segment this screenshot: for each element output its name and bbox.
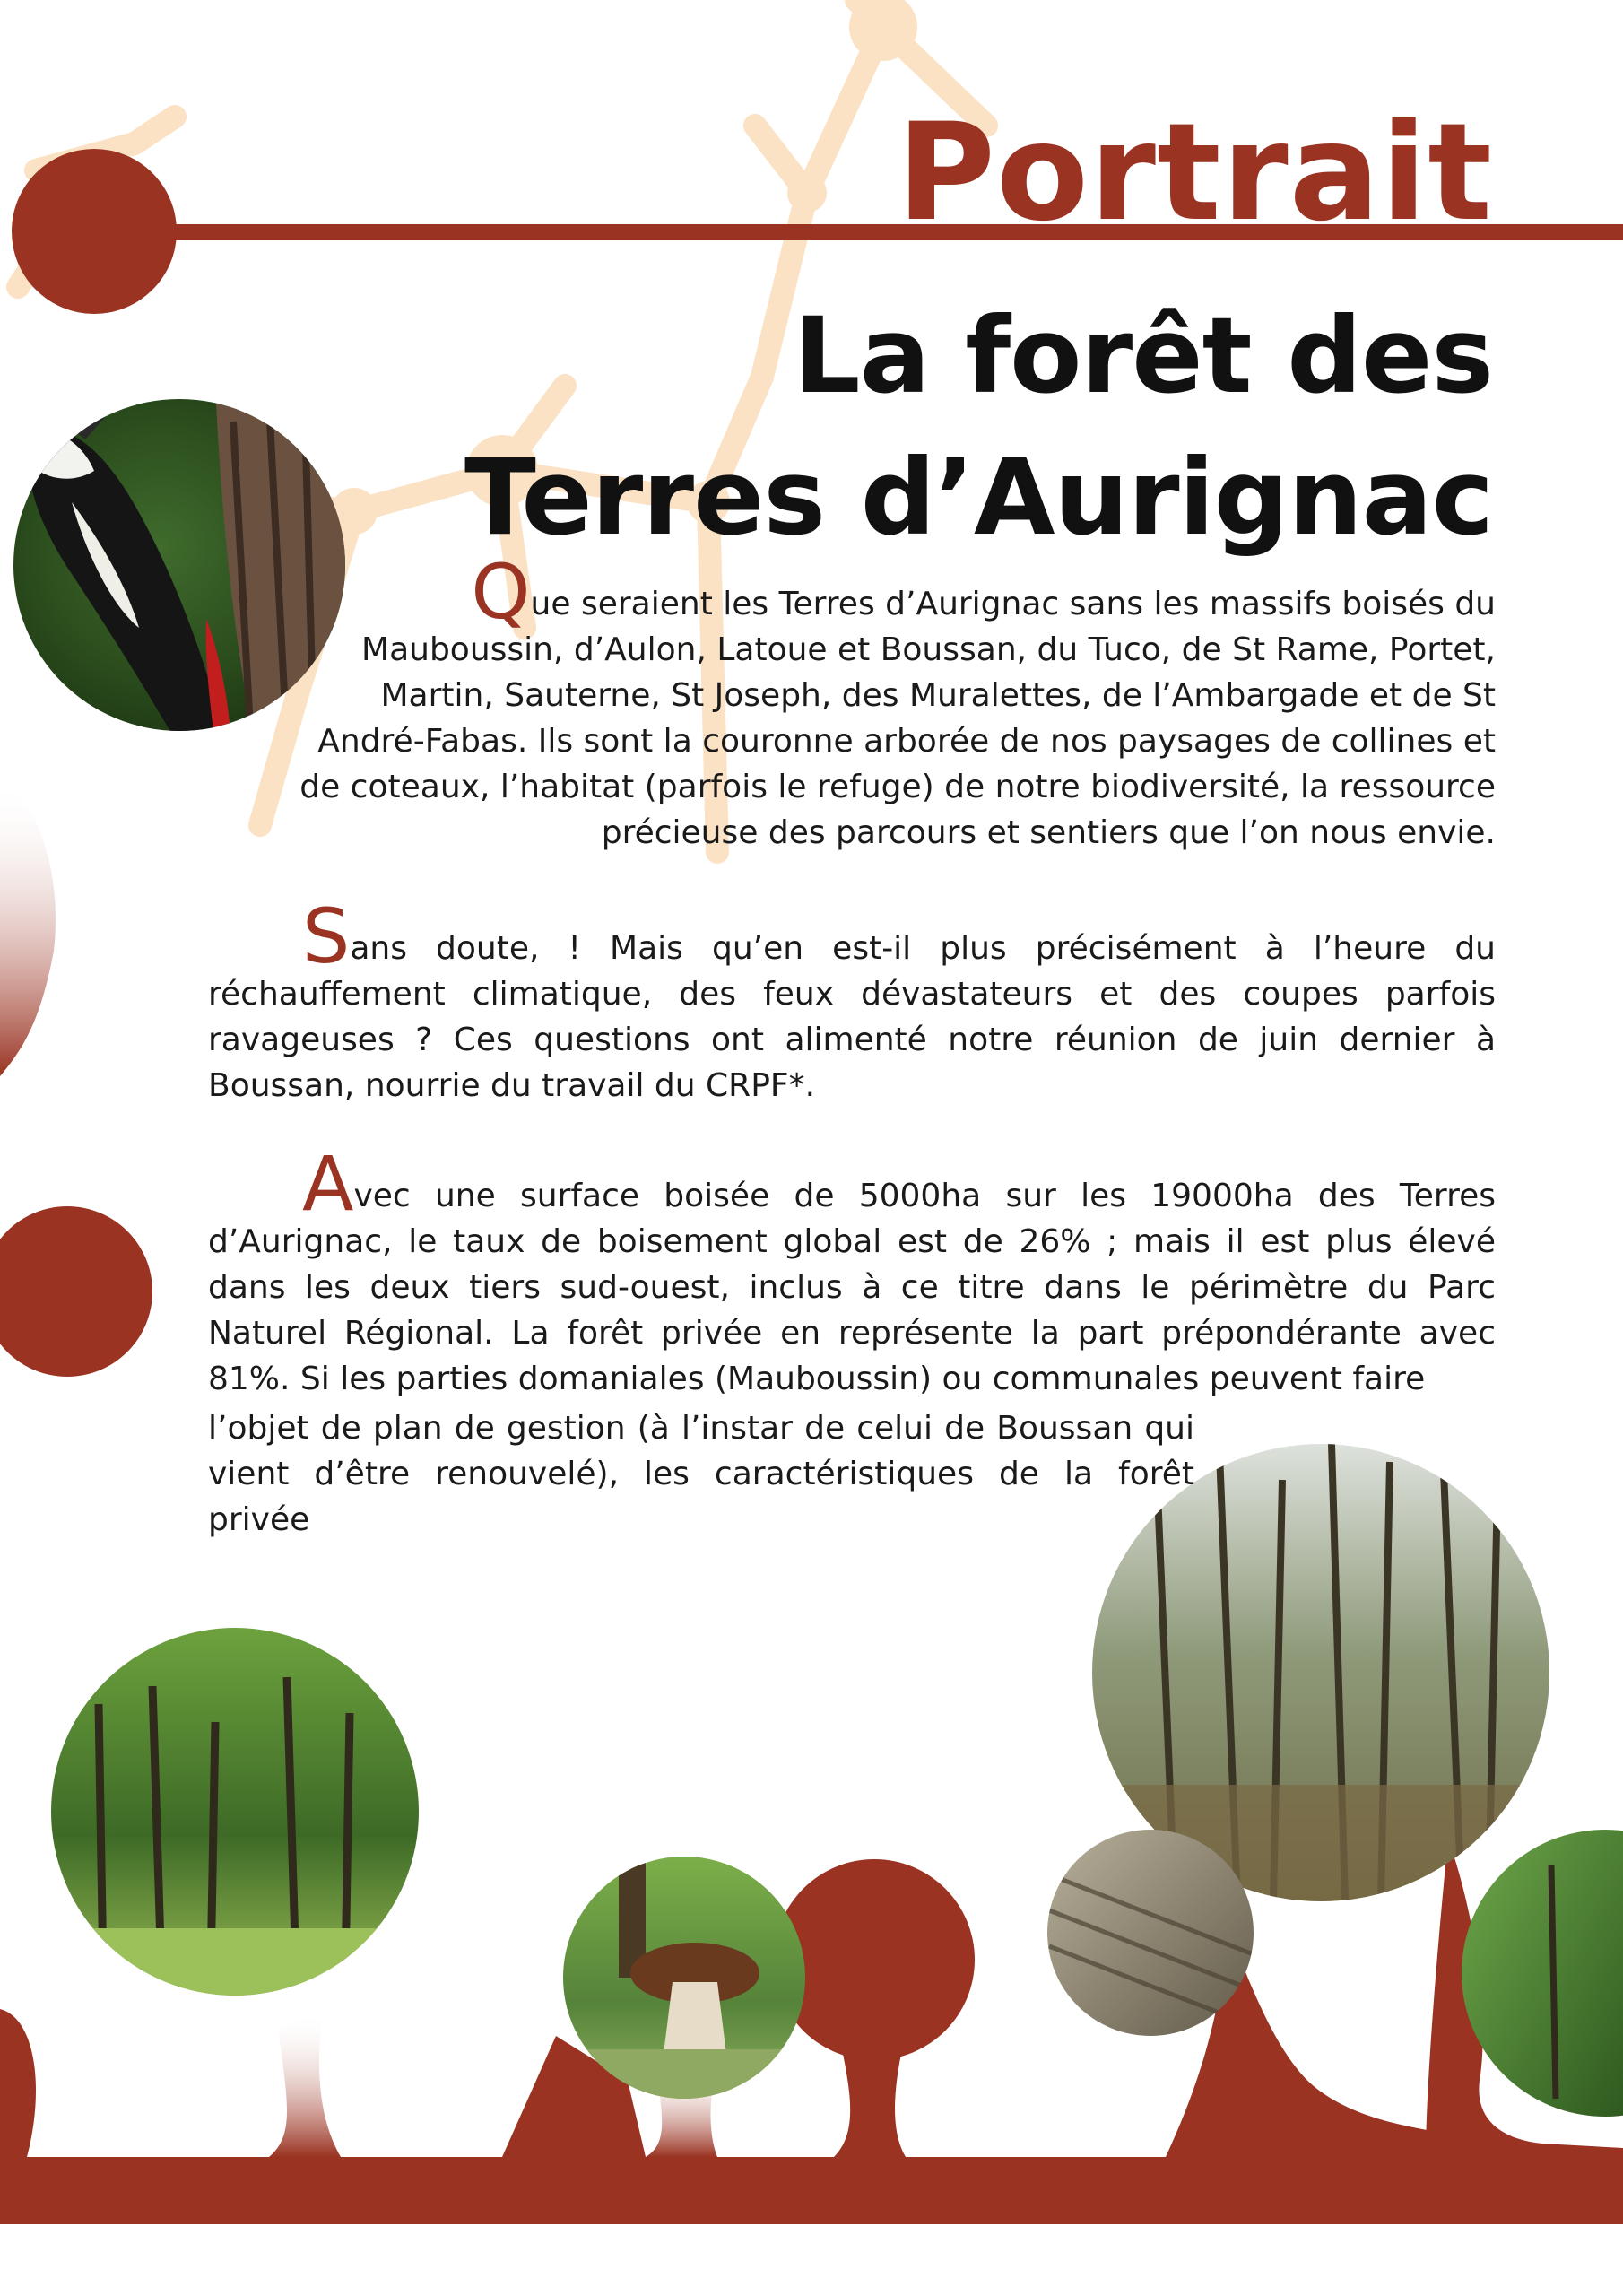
section-title: Portrait bbox=[897, 95, 1493, 251]
body-paragraph-4: l’objet de plan de gestion (à l’instar de celui de Boussan qui vient d’être renouvelé), les caractéristiques de la forêt privée bbox=[208, 1410, 1194, 1538]
body-paragraph-3 bbox=[208, 1140, 1496, 1402]
drop-cap: Q bbox=[471, 548, 531, 636]
left-dot bbox=[0, 1206, 152, 1377]
oak-forest-photo bbox=[45, 1623, 430, 2009]
paragraph-text: ue seraient les Terres d’Aurignac sans les massifs boisés du Mauboussin, d’Aulon, Latoue et Boussan, du Tuco, de St Rame, Portet, Martin, Sauterne, St Joseph, des Muralettes, de l’Ambargade et de St André-Fabas. Ils sont la couronne arborée de nos paysages de collines et de coteaux, l’habitat (parfois le refuge) de notre biodiversité, la ressource précieuse des parcours et sentiers que l’on nous envie. bbox=[299, 586, 1496, 851]
headline-line-1: La forêt des bbox=[794, 294, 1493, 417]
header-dot bbox=[12, 149, 177, 314]
green-forest-photo bbox=[1462, 1830, 1623, 2117]
intro-paragraph bbox=[269, 548, 1496, 856]
drop-cap: A bbox=[302, 1140, 354, 1228]
headline-line-2: Terres d’Aurignac bbox=[464, 436, 1493, 559]
left-stem-decoration bbox=[0, 780, 56, 1076]
page-headline bbox=[464, 285, 1493, 569]
body-paragraph-2 bbox=[208, 892, 1496, 1109]
paragraph-text: vec une surface boisée de 5000ha sur les 19000ha des Terres d’Aurignac, le taux de boisement global est de 26% ; mais il est plus élevé dans les deux tiers sud-ouest, inclus à ce titre dans le périmètre du Parc Naturel Régional. La forêt privée en représente la part prépondérante avec 81%. Si les parties domaniales (Mauboussin) ou communales peuvent faire bbox=[208, 1178, 1496, 1397]
paragraph-text: ans doute, ! Mais qu’en est-il plus précisément à l’heure du réchauffement climatique, des feux dévastateurs et des coupes parfois ravageuses ? Ces questions ont alimenté notre réunion de juin dernier à Boussan, nourrie du travail du CRPF*. bbox=[208, 930, 1496, 1104]
drop-cap: S bbox=[302, 892, 351, 980]
